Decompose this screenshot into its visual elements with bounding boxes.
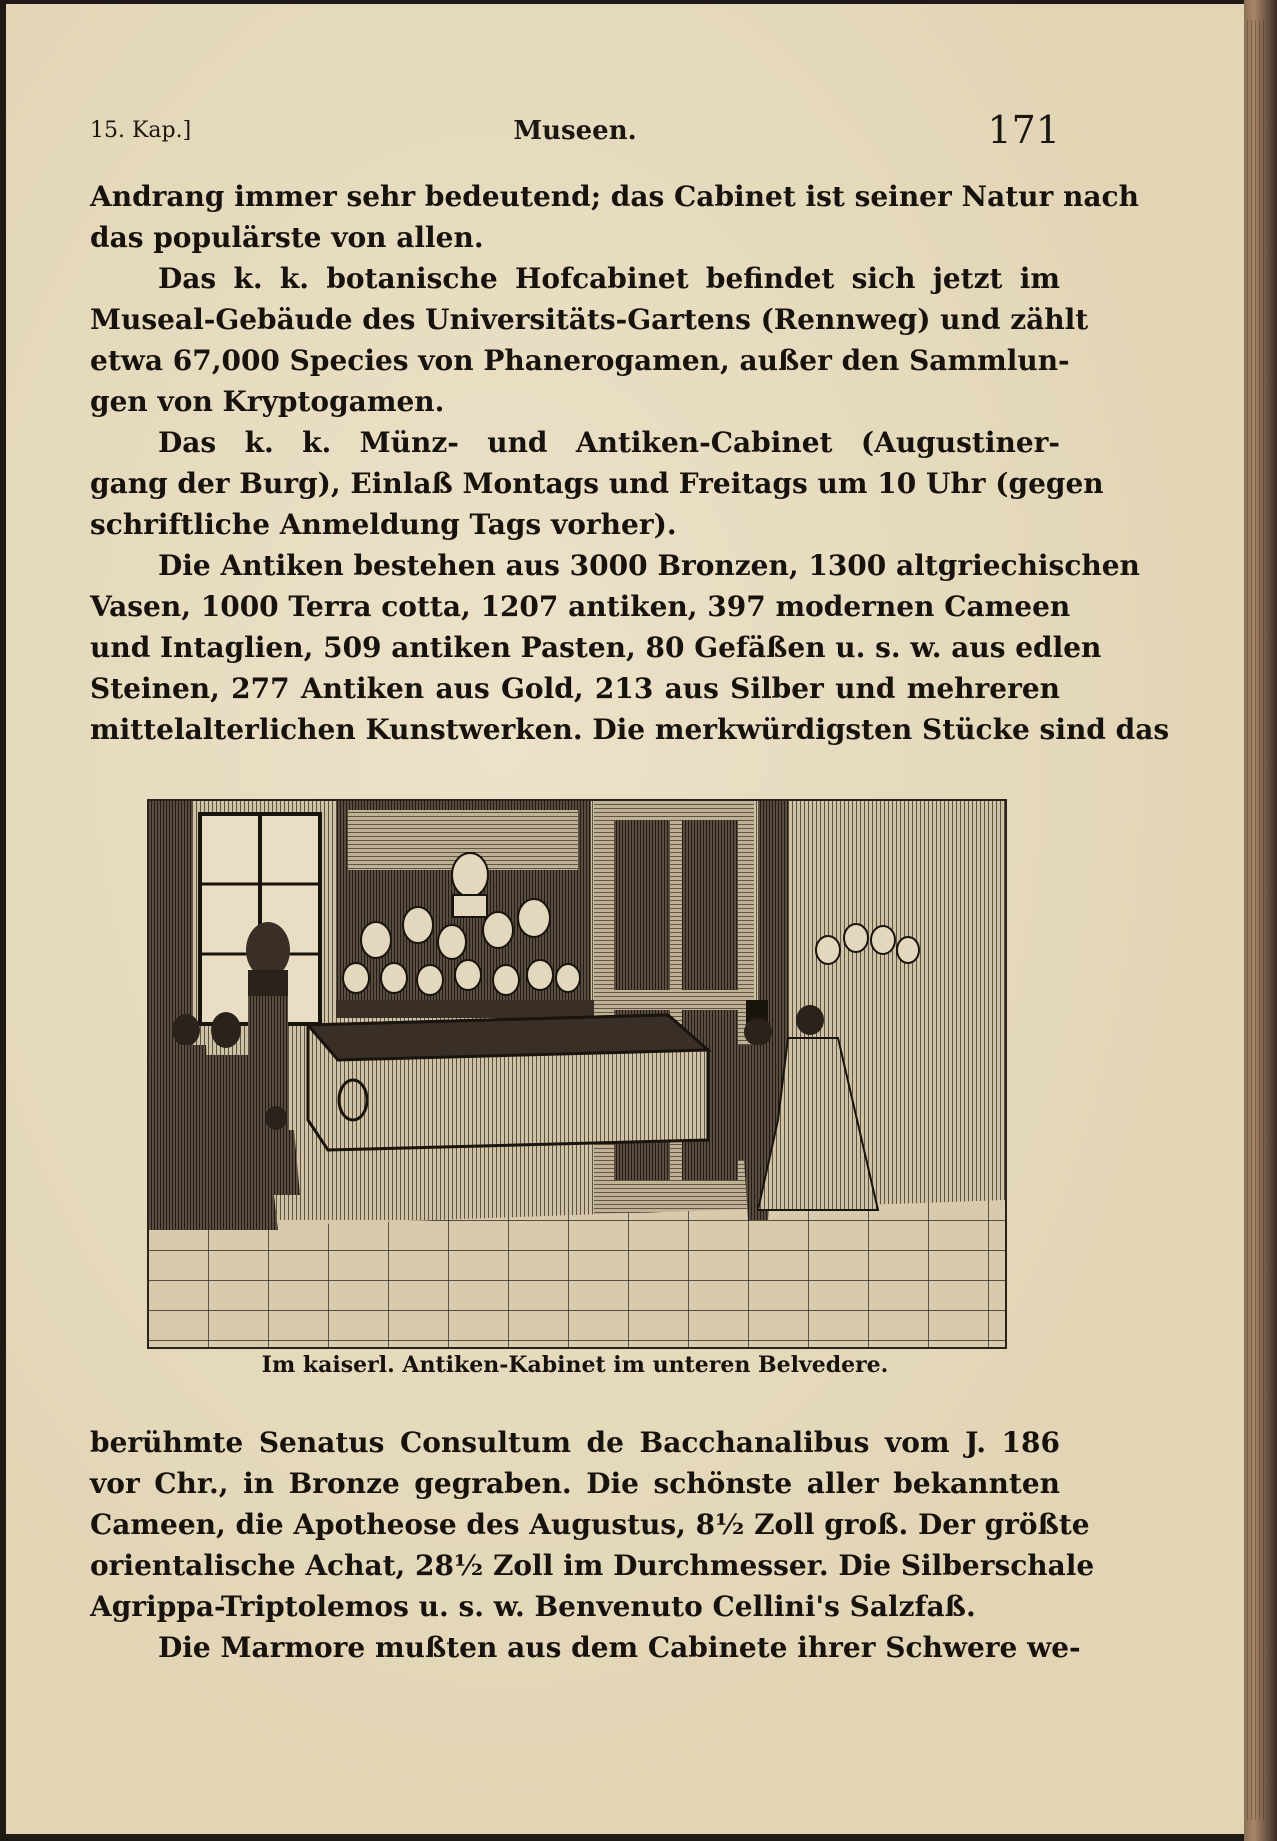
text-line: gen von Kryptogamen. [90, 385, 445, 418]
text-line: Die Antiken bestehen aus 3000 Bronzen, 1300 altgriechischen [158, 549, 1140, 582]
text-line: etwa 67,000 Species von Phanerogamen, außer den Sammlun- [90, 344, 1070, 377]
figure-caption: Im kaiserl. Antiken-Kabinet im unteren Belvedere. [261, 1352, 889, 1378]
text-line: Agrippa-Triptolemos u. s. w. Benvenuto Cellini's Salzfaß. [90, 1590, 976, 1623]
text-line: Das k. k. Münz- und Antiken-Cabinet (Augustiner- [158, 426, 1060, 459]
text-line: gang der Burg), Einlaß Montags und Freitags um 10 Uhr (gegen [90, 467, 1104, 500]
chapter-label: 15. Kap.] [90, 118, 192, 143]
text-line: das populärste von allen. [90, 221, 484, 254]
text-line: Steinen, 277 Antiken aus Gold, 213 aus Silber und mehreren [90, 672, 1060, 705]
text-line: Das k. k. botanische Hofcabinet befindet sich jetzt im [158, 262, 1060, 295]
running-header [90, 108, 1060, 160]
text-line: berühmte Senatus Consultum de Bacchanalibus vom J. 186 [90, 1426, 1060, 1459]
text-line: Andrang immer sehr bedeutend; das Cabinet ist seiner Natur nach [90, 180, 1139, 213]
text-line: Museal-Gebäude des Universitäts-Gartens (Rennweg) und zählt [90, 303, 1089, 336]
text-line: Cameen, die Apotheose des Augustus, 8½ Zoll groß. Der größte [90, 1508, 1090, 1541]
text-line: Vasen, 1000 Terra cotta, 1207 antiken, 397 modernen Cameen [90, 590, 1071, 623]
text-line: vor Chr., in Bronze gegraben. Die schönste aller bekannten [90, 1467, 1060, 1500]
text-line: Die Marmore mußten aus dem Cabinete ihrer Schwere we- [158, 1631, 1081, 1664]
text-line: und Intaglien, 509 antiken Pasten, 80 Gefäßen u. s. w. aus edlen [90, 631, 1102, 664]
page-stack-lines [1247, 20, 1265, 1820]
text-line: schriftliche Anmeldung Tags vorher). [90, 508, 677, 541]
body-text-top [90, 176, 1170, 750]
text-line: orientalische Achat, 28½ Zoll im Durchmesser. Die Silberschale [90, 1549, 1095, 1582]
body-text-bottom [90, 1422, 1095, 1668]
page-number: 171 [987, 108, 1060, 152]
engraving-illustration [148, 800, 1006, 1348]
text-line: mittelalterlichen Kunstwerken. Die merkwürdigsten Stücke sind das [90, 713, 1170, 746]
running-title: Museen. [513, 116, 637, 146]
